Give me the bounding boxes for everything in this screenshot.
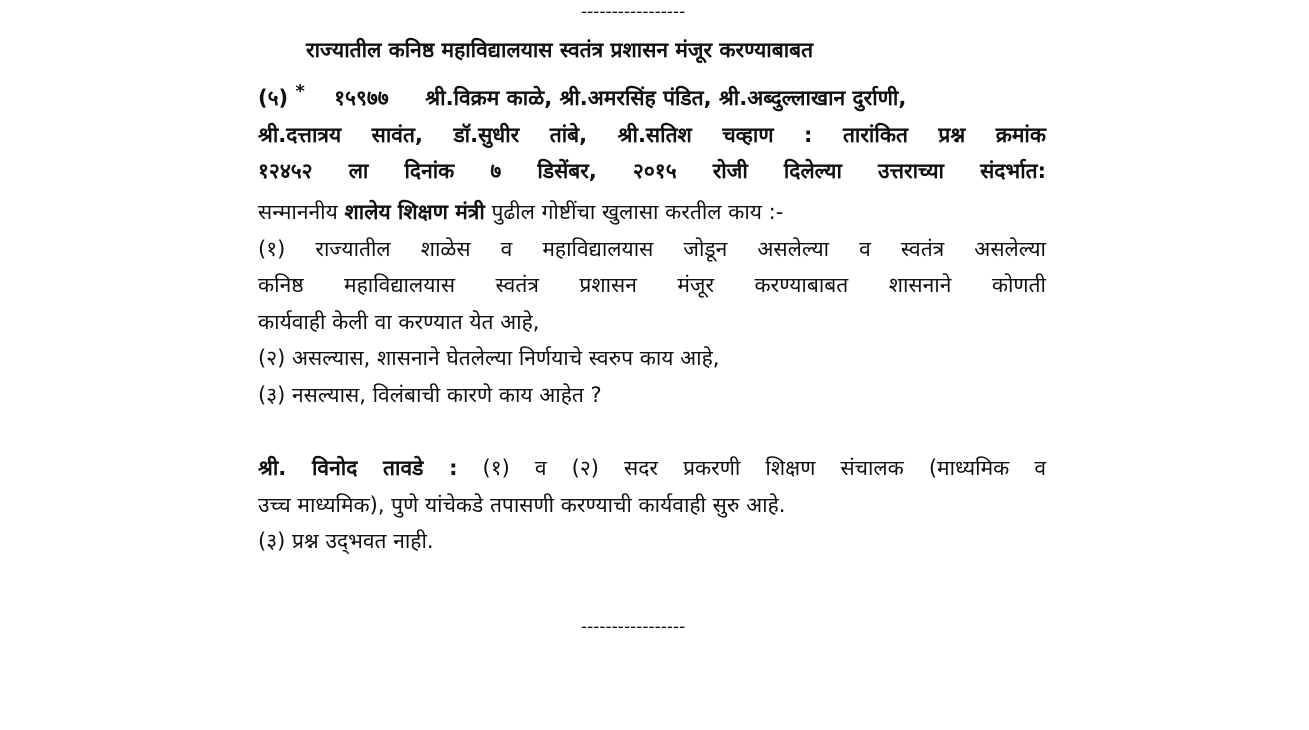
minister-name: शालेय शिक्षण मंत्री — [344, 200, 485, 224]
question-body — [258, 194, 1046, 413]
part-1-line-3: कार्यवाही केली वा करण्यात येत आहे, — [258, 309, 540, 334]
part-1-line-2: कनिष्ठ महाविद्यालयास स्वतंत्र प्रशासन मंजूर करण्याबाबत शासनाने कोणती — [258, 273, 1046, 297]
members-line-3: १२४५२ ला दिनांक ७ डिसेंबर, २०१५ रोजी दिलेल्या उत्तराच्या संदर्भात: — [258, 159, 1046, 183]
part-1-line-1: (१) राज्यातील शाळेस व महाविद्यालयास जोडून असलेल्या व स्वतंत्र असलेल्या — [258, 236, 1046, 261]
members-line-1: श्री.विक्रम काळे, श्री.अमरसिंह पंडित, श्री.अब्दुल्लाखान दुर्राणी, — [425, 86, 907, 110]
answer-section — [258, 450, 1046, 560]
answer-line-3: (३) प्रश्न उद्‌भवत नाही. — [258, 529, 434, 553]
members-line-2: श्री.दत्तात्रय सावंत, डॉ.सुधीर तांबे, श्री.सतिश चव्हाण : तारांकित प्रश्न क्रमांक — [258, 122, 1046, 147]
starred-marker: * — [295, 81, 305, 102]
intro-suffix: पुढील गोष्टींचा खुलासा करतील काय :- — [484, 200, 784, 224]
question-line-1 — [258, 80, 1046, 117]
answer-line-2: उच्च माध्यमिक), पुणे यांचेकडे तपासणी करण्याची कार्यवाही सुरु आहे. — [258, 492, 786, 517]
intro-line — [258, 194, 1046, 231]
question-header — [258, 80, 1046, 190]
question-number: (५) — [258, 86, 289, 110]
intro-prefix: सन्माननीय — [258, 200, 345, 224]
top-divider: ----------------- — [581, 2, 686, 22]
part-2: (२) असल्यास, शासनाने घेतलेल्या निर्णयाचे स्वरुप काय आहे, — [258, 346, 720, 370]
answer-line-1 — [258, 450, 1046, 487]
part-3: (३) नसल्यास, विलंबाची कारणे काय आहेत ? — [258, 382, 602, 407]
question-id: १५९७७ — [334, 86, 389, 110]
bottom-divider: ----------------- — [581, 617, 686, 637]
answer-line-1-rest: (१) व (२) सदर प्रकरणी शिक्षण संचालक (माध्यमिक व — [457, 456, 1046, 480]
document-title: राज्यातील कनिष्ठ महाविद्यालयास स्वतंत्र प्रशासन मंजूर करण्याबाबत — [306, 38, 814, 62]
answer-speaker: श्री. विनोद तावडे : — [258, 456, 458, 480]
